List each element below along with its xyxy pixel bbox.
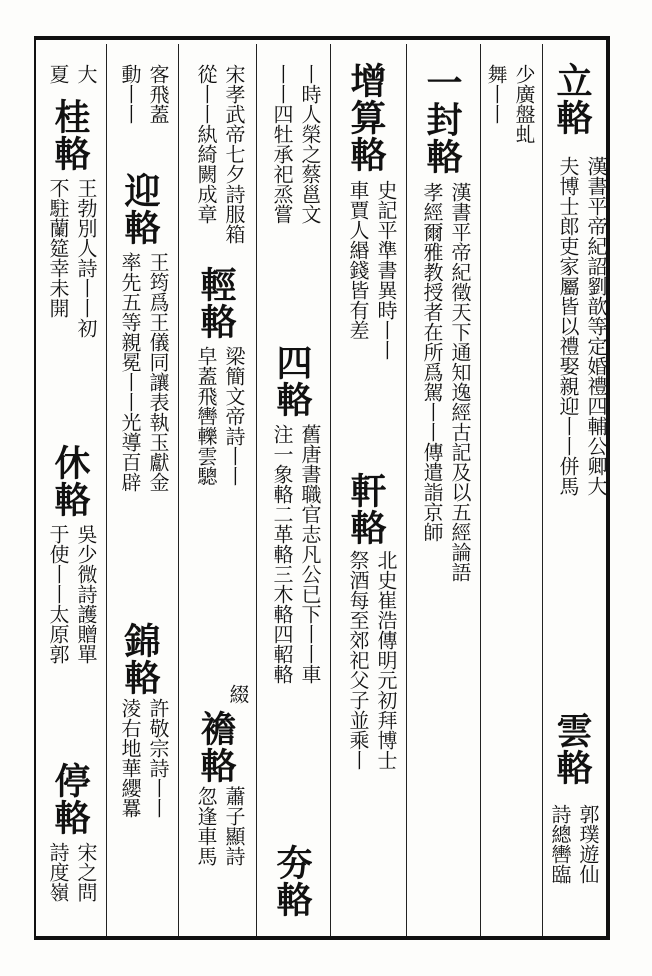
- text-column-8: [38, 44, 106, 936]
- note-line-4c: 北史崔浩傳明元初拜博士: [374, 550, 398, 770]
- note-line-6g: 忽逢車馬: [194, 786, 218, 866]
- text-column-3: [408, 44, 480, 936]
- note-line-8b: 夏: [46, 64, 70, 84]
- text-frame: [34, 36, 610, 940]
- note-line-8h: 詩度嶺: [46, 842, 70, 902]
- note-line-7a: 客飛蓋: [146, 64, 170, 124]
- heading-xuanlu: 軒輅: [345, 472, 387, 546]
- heading-qinglu: 輕輅: [195, 266, 237, 340]
- text-column-7: [108, 44, 178, 936]
- note-line-6b: 從丨丨紈綺闕成章: [194, 64, 218, 224]
- note-line-4d: 祭酒每至郊祀父子並乘丨: [346, 550, 370, 770]
- note-line-4a: 史記平準書異時丨丨: [374, 180, 398, 360]
- note-line-8c: 王勃別人詩丨丨初: [74, 178, 98, 338]
- heading-yunlu: 雲輅: [551, 712, 593, 786]
- text-column-2: [482, 44, 542, 936]
- heading-yinglu: 迎輅: [119, 172, 161, 246]
- note-line-7f: 淩右地華纓羃: [118, 698, 142, 818]
- note-line-8f: 于使丨丨太原郭: [46, 524, 70, 664]
- heading-benlu: 夯輅: [271, 844, 313, 918]
- note-line-5b: 丨丨四牡承祀烝嘗: [270, 64, 294, 224]
- note-line-6d: 皁蓋飛轡轢雲驄: [194, 346, 218, 486]
- heading-lilu: 立輅: [551, 62, 593, 136]
- heading-tinglu: 停輅: [49, 762, 91, 836]
- note-line-7d: 率先五等親冕丨丨光導百辟: [118, 252, 142, 492]
- note-line-3a: 漢書平帝紀徵天下通知逸經古記及以五經論語: [448, 182, 472, 582]
- note-line-7e: 許敬宗詩丨丨: [146, 698, 170, 818]
- text-column-5: [258, 44, 330, 936]
- heading-guilu: 桂輅: [49, 98, 91, 172]
- heading-jinlu: 錦輅: [119, 622, 161, 696]
- note-line-4b: 車賈人緡錢皆有差: [346, 180, 370, 340]
- note-line-1c: 郭璞遊仙: [576, 804, 600, 884]
- note-line-1d: 詩總轡臨: [548, 804, 572, 884]
- note-line-1a: 漢書平帝紀詔劉歆等定婚禮四輔公卿大: [584, 156, 608, 496]
- note-line-6c: 梁簡文帝詩丨丨: [222, 346, 246, 486]
- note-line-8d: 不駐蘭筵幸未開: [46, 178, 70, 318]
- note-line-7b: 動丨丨: [118, 64, 142, 124]
- heading-yifenglu: 一封輅: [421, 64, 463, 175]
- note-line-6e: 綴: [226, 684, 250, 704]
- text-column-6: [180, 44, 256, 936]
- heading-silu: 四輅: [271, 344, 313, 418]
- note-line-5a: 丨時人榮之蔡邕文: [298, 64, 322, 224]
- note-line-2a: 少廣盤虬: [512, 64, 536, 144]
- heading-xiulu: 休輅: [49, 444, 91, 518]
- note-line-6a: 宋孝武帝七夕詩服箱: [222, 64, 246, 244]
- text-column-4: [332, 44, 406, 936]
- note-line-8a: 大: [74, 64, 98, 84]
- note-line-8g: 宋之問: [74, 842, 98, 902]
- note-line-3b: 孝經爾雅教授者在所爲駕丨丨傳遣詣京師: [420, 182, 444, 542]
- note-line-7c: 王筠爲王儀同讓表執玉獻金: [146, 252, 170, 492]
- heading-zengsuanlu: 增算輅: [345, 62, 387, 173]
- note-line-5d: 注一象輅二革輅三木輅四軺輅: [270, 424, 294, 684]
- text-column-1: [544, 44, 606, 936]
- note-line-2b: 舞丨丨: [484, 64, 508, 124]
- heading-chanlu: 襜輅: [195, 710, 237, 784]
- note-line-5c: 舊唐書職官志凡公已下丨丨車: [298, 424, 322, 684]
- note-line-1b: 夫博士郎吏家屬皆以禮娶親迎丨丨併馬: [556, 156, 580, 496]
- note-line-8e: 吳少微詩護贈單: [74, 524, 98, 664]
- note-line-6f: 蕭子顯詩: [222, 786, 246, 866]
